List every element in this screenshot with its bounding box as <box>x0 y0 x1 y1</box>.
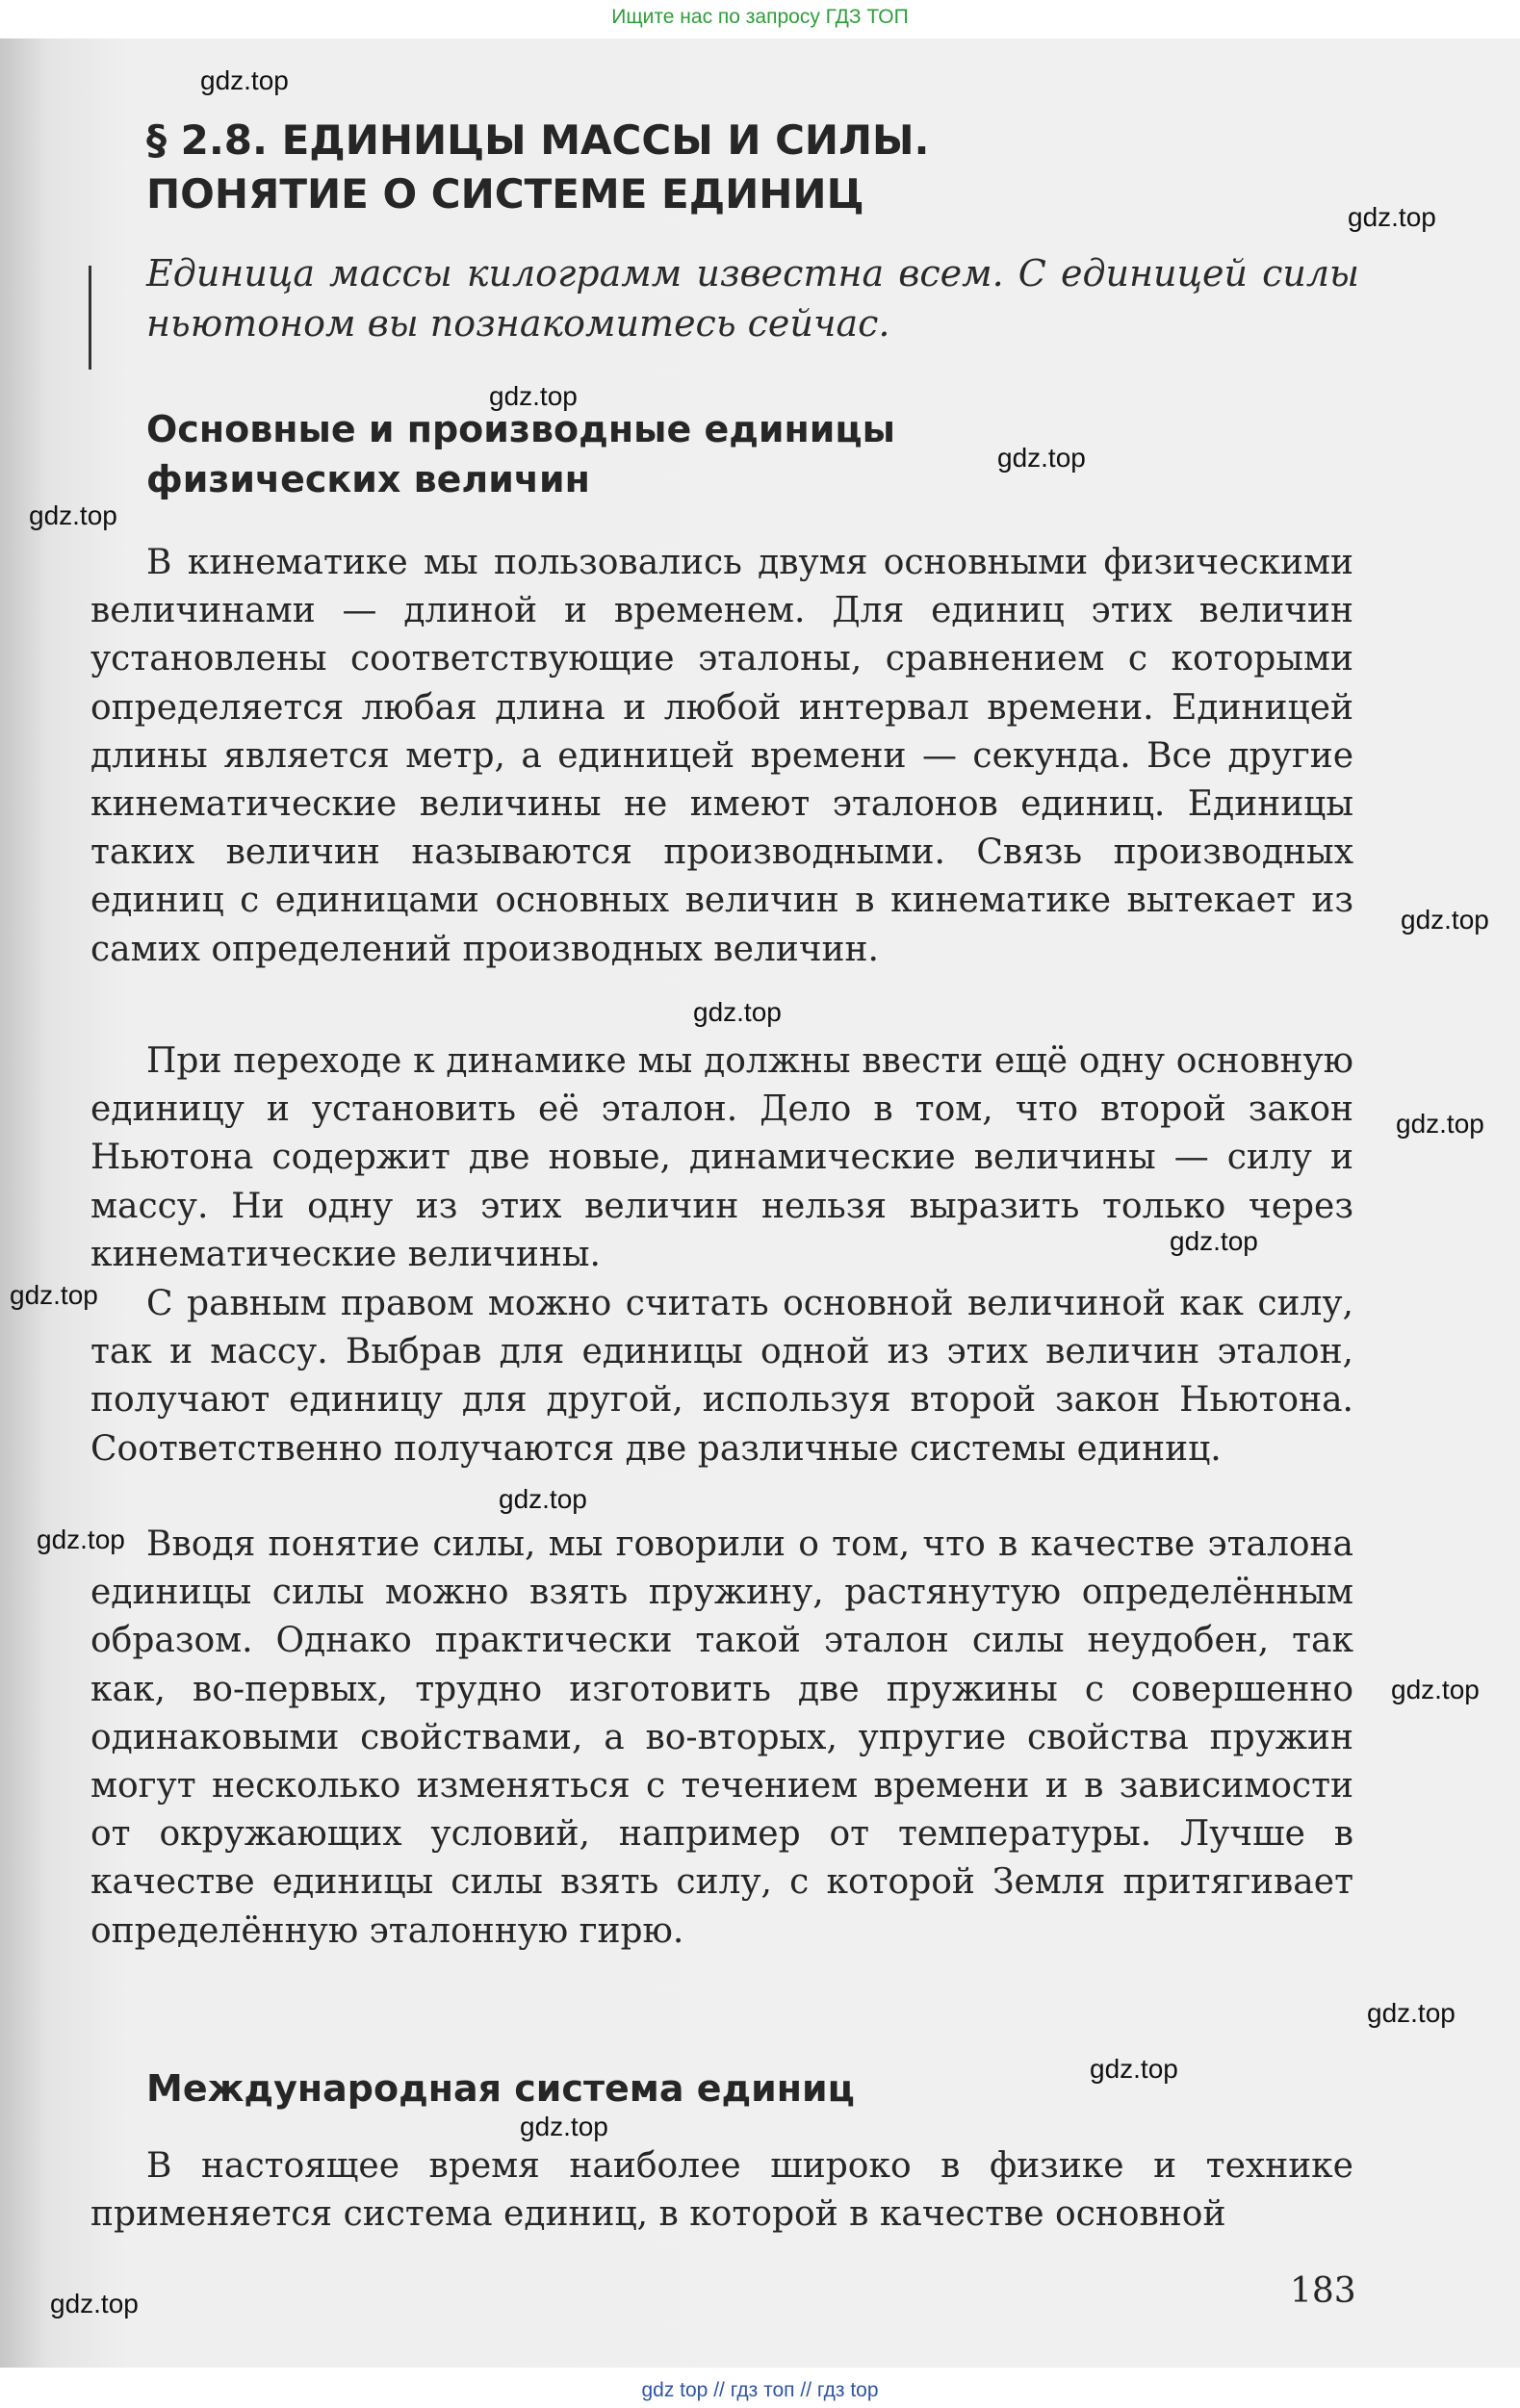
paragraph-4: Вводя понятие силы, мы говорили о том, что в качестве эталона единицы силы можно взять пружину, растянутую определённым образом. Однако практически такой эталон силы неудобен, так как, во-первых, трудно изготовить две пружины с совершенно одинаковыми свойствами, а во-вторых, упругие свойства пружин могут несколько изменяться с течением времени и в зависимости от окружающих условий, например от температуры. Лучше в качестве единицы силы взять силу, с которой Земля притягивает определённую эталонную гирю. <box>90 1524 1353 1951</box>
bottom-footer: gdz top // гдз топ // гдз top <box>641 2379 879 2401</box>
watermark: gdz.top <box>1367 1998 1456 2028</box>
section2-heading: Международная система единиц <box>146 2067 855 2110</box>
watermark: gdz.top <box>520 2112 608 2141</box>
watermark: gdz.top <box>693 997 782 1027</box>
page-number: 183 <box>1290 2271 1356 2311</box>
watermark: gdz.top <box>1090 2054 1178 2084</box>
watermark: gdz.top <box>489 381 578 411</box>
paragraph-3: С равным правом можно считать основной величиной как силу, так и массу. Выбрав для единицы одной из этих величин эталон, получают единицу для другой, используя второй закон Ньютона. Соответственно получаются две различные системы единиц. <box>90 1284 1353 1469</box>
watermark: gdz.top <box>29 500 117 530</box>
paragraph-2: При переходе к динамике мы должны ввести ещё одну основную единицу и установить её эталон. Дело в том, что второй закон Ньютона содержит две новые, динамические величины — силу и массу. Ни одну из этих величин нельзя выразить только через кинематические величины. <box>90 1041 1353 1274</box>
paragraph-1: В кинематике мы пользовались двумя основными физическими величинами — длиной и временем. Для единиц этих величин установлены соответствующие эталоны, сравнением с которыми определяется любая длина и любой интервал времени. Единицей длины является метр, а единицей времени — секунда. Все другие кинематические величины не имеют эталонов единиц. Единицы таких величин называются производными. Связь производных единиц с единицами основных величин в кинематике вытекает из самих определений производных величин. <box>90 543 1353 969</box>
section1-heading-line2: физических величин <box>146 458 590 500</box>
watermark: gdz.top <box>1396 1109 1484 1139</box>
section-title-line2: ПОНЯТИЕ О СИСТЕМЕ ЕДИНИЦ <box>146 170 864 218</box>
watermark: gdz.top <box>50 2289 139 2318</box>
watermark: gdz.top <box>200 65 289 95</box>
last-paragraph: В настоящее время наиболее широко в физике и технике применяется система единиц, в которой в качестве основной <box>90 2146 1353 2235</box>
watermark: gdz.top <box>1348 202 1436 232</box>
watermark: gdz.top <box>1391 1675 1480 1704</box>
watermark: gdz.top <box>37 1524 125 1554</box>
watermark: gdz.top <box>1401 905 1489 935</box>
watermark: gdz.top <box>499 1484 587 1514</box>
book-page <box>0 38 1520 2368</box>
section1-heading-line1: Основные и производные единицы <box>146 408 895 450</box>
watermark: gdz.top <box>1170 1226 1258 1256</box>
intro-marker-bar <box>89 266 91 370</box>
intro-text: Единица массы килограмм известна всем. С единицей силы ньютоном вы познакомитесь сейчас. <box>146 252 1359 345</box>
watermark: gdz.top <box>997 443 1086 473</box>
top-banner: Ищите нас по запросу ГДЗ ТОП <box>611 6 909 28</box>
watermark: gdz.top <box>10 1280 98 1310</box>
section-title-line1: § 2.8. ЕДИНИЦЫ МАССЫ И СИЛЫ. <box>146 116 930 164</box>
